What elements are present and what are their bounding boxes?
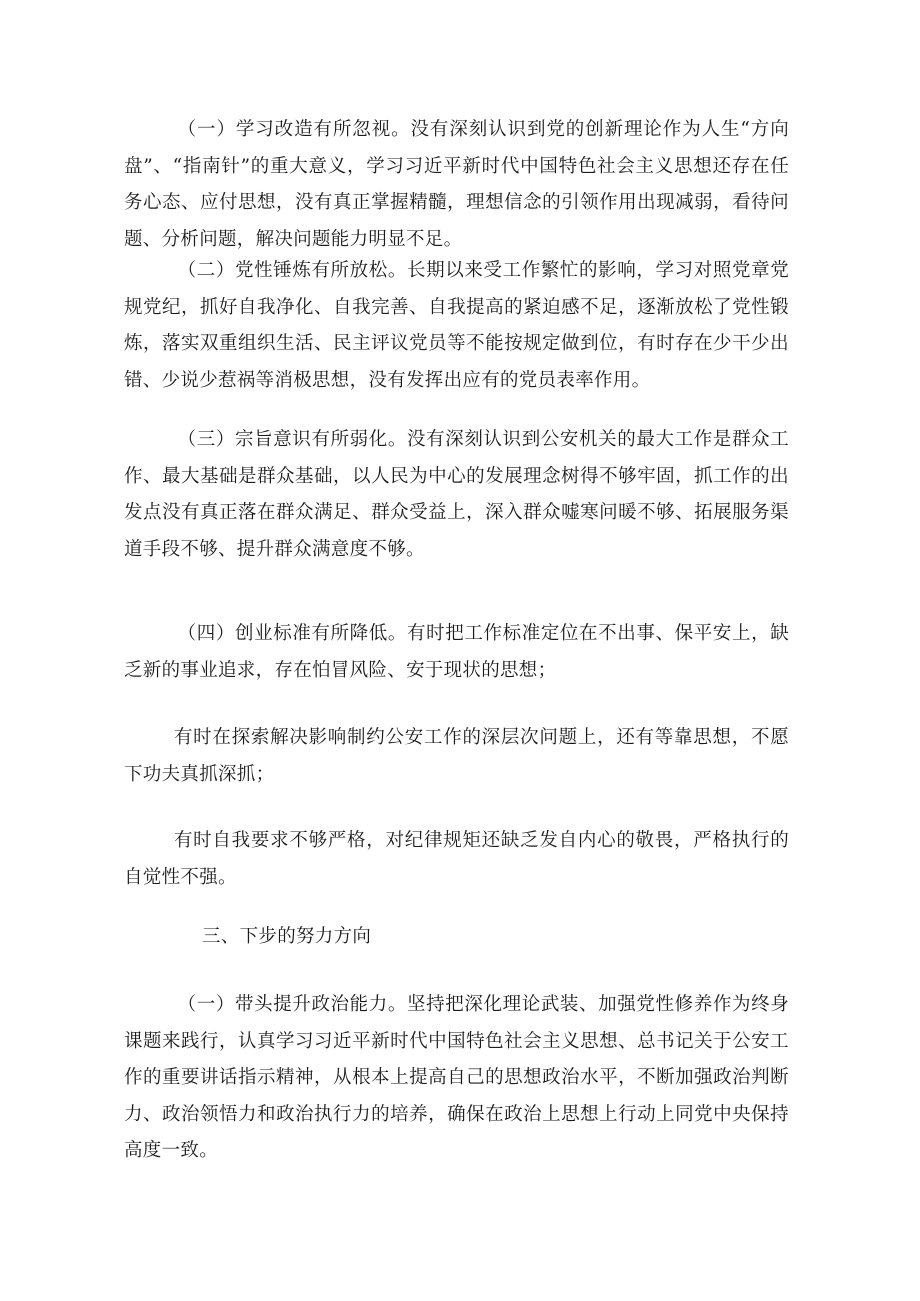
paragraph-4: （四）创业标准有所降低。有时把工作标准定位在不出事、保平安上，缺乏新的事业追求，存在怕冒风险、安于现状的思想；: [124, 623, 789, 681]
section-heading: 三、下步的努力方向: [202, 926, 372, 947]
paragraph-5: 有时在探索解决影响制约公安工作的深层次问题上，还有等靠思想，不愿下功夫真抓深抓；: [124, 727, 789, 785]
paragraph-6: 有时自我要求不够严格，对纪律规矩还缺乏发自内心的敬畏，严格执行的自觉性不强。: [124, 830, 789, 888]
paragraph-1: （一）学习改造有所忽视。没有深刻认识到党的创新理论作为人生“方向盘”、“指南针”的重大意义，学习习近平新时代中国特色社会主义思想还存在任务心态、应付思想，没有真正掌握精髓，理想信念的引领作用出现减弱，看待问题、分析问题，解决问题能力明显不足。: [124, 119, 789, 250]
paragraph-7: （一）带头提升政治能力。坚持把深化理论武装、加强党性修养作为终身课题来践行，认真学习习近平新时代中国特色社会主义思想、总书记关于公安工作的重要讲话指示精神，从根本上提高自己的思想政治水平，不断加强政治判断力、政治领悟力和政治执行力的培养，确保在政治上思想上行动上同党中央保持高度一致。: [124, 994, 789, 1161]
paragraph-2: （二）党性锤炼有所放松。长期以来受工作繁忙的影响，学习对照党章党规党纪，抓好自我净化、自我完善、自我提高的紧迫感不足，逐渐放松了党性锻炼，落实双重组织生活、民主评议党员等不能按规定做到位，有时存在少干少出错、少说少惹祸等消极思想，没有发挥出应有的党员表率作用。: [124, 260, 789, 391]
paragraph-3: （三）宗旨意识有所弱化。没有深刻认识到公安机关的最大工作是群众工作、最大基础是群众基础，以人民为中心的发展理念树得不够牢固，抓工作的出发点没有真正落在群众满足、群众受益上，深入群众嘘寒问暖不够、拓展服务渠道手段不够、提升群众满意度不够。: [124, 429, 789, 560]
